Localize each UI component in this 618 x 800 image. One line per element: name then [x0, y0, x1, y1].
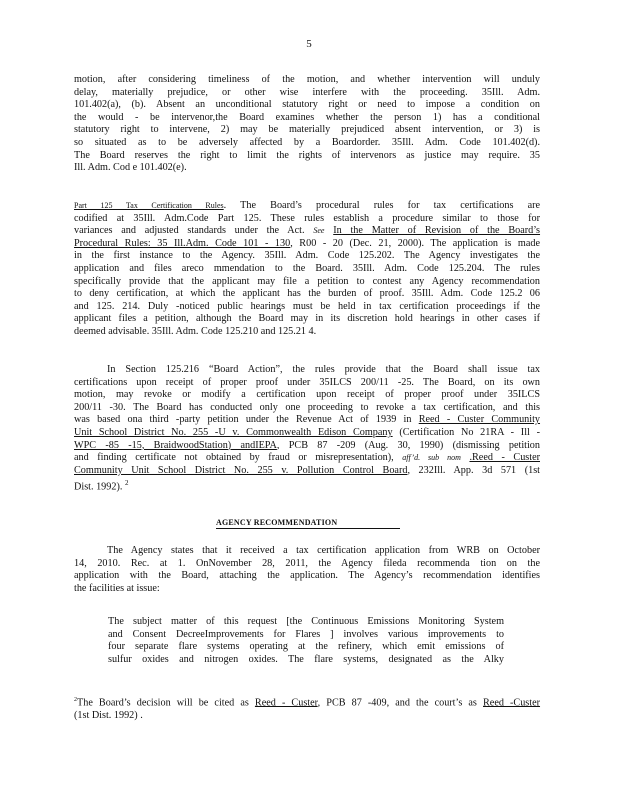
text-line: Procedural Rules: 35 Ill.Adm. Code 101 - 130, R00 - 20 (Dec. 21, 2000). The application is made — [74, 237, 540, 249]
text-line: and finding certificate not obtained by fraud or misrepresentation), aff’d. sub nom .Reed - Custer — [74, 452, 540, 464]
text-line: Community Unit School District No. 255 v. Pollution Control Board, 232Ill. App. 3d 571 (1st — [74, 464, 540, 476]
text-line: The Board reserves the right to limit the rights of intervenors as justice may require. 35 — [74, 149, 540, 161]
text-line: application with the Board, attaching the application. The Agency’s recommendation identifies — [74, 570, 540, 582]
footnote-ref: 2 — [124, 479, 129, 488]
text-line: and Consent DecreeImprovements for Flares ] involves various improvements to — [108, 628, 504, 640]
case-citation: Reed -Custer — [483, 697, 541, 709]
text-line: In Section 125.216 “Board Action”, the rules provide that the Board shall issue tax — [107, 364, 540, 375]
case-citation: WPC -85 -15, BraidwoodStation) andIEPA — [74, 439, 277, 451]
text-line: the would - be intervenor,the Board examines whether the person 1) has a conditional — [74, 111, 540, 123]
text-line: delay, materially prejudice, or other wise interfere with the proceeding. 35Ill. Adm. — [74, 86, 540, 98]
case-citation: Community Unit School District No. 255 v. Pollution Control Board — [74, 464, 408, 476]
text-line: and 125. 214. Duly -noticed public hearings must be held in tax certification proceedings if the — [74, 300, 540, 312]
text-line: WPC -85 -15, BraidwoodStation) andIEPA, PCB 87 -209 (Aug. 30, 1990) (dismissing petition — [74, 439, 540, 451]
paragraph-board-action — [74, 364, 540, 494]
footnote — [74, 694, 540, 723]
text-line: so situated as to be adversely affected by a Boardorder. 35Ill. Adm. Code 101.402(d). — [74, 136, 540, 148]
text-line: Unit School District No. 255 -U v. Commonwealth Edison Company (Certification No 21RA - Ill - — [74, 426, 540, 438]
paragraph-intervention — [74, 74, 540, 175]
text-line: applicant files a petition, although the Board may in its discretion hold hearings in other cases if — [74, 313, 540, 325]
text-line: application and files areco mmendation to the Board. 35Ill. Adm. Code 125.204. The rules — [74, 262, 540, 274]
text-line: motion, may revoke or modify a certification upon receipt of proper proof under 35ILCS — [74, 389, 540, 401]
case-citation: .Reed - Custer — [469, 452, 540, 464]
text-line: The subject matter of this request [the Continuous Emissions Monitoring System — [108, 616, 504, 627]
paragraph-tax-certification-rules — [74, 200, 540, 339]
text-line: variances and adjusted standards under the Act. See In the Matter of Revision of the Board’s — [74, 225, 541, 237]
text-line: The Agency states that it received a tax certification application from WRB on October — [107, 545, 540, 556]
text-line: Part 125 Tax Certification Rules. The Board’s procedural rules for tax certifications are — [74, 200, 541, 211]
case-citation: Reed - Custer — [254, 697, 318, 709]
text-line: 200/11 -30. The Board has conducted only one proceeding to revoke a tax certification, and this — [74, 401, 540, 413]
text-line: was based ona third -party petition under the Revenue Act of 1939 in Reed - Custer Community — [74, 414, 541, 426]
text-line: codified at 35Ill. Adm.Code Part 125. These rules establish a procedure similar to those for — [74, 212, 540, 224]
section-heading: AGENCY RECOMMENDATION — [216, 518, 400, 529]
text-line: statutory right to intervene, 2) may be materially prejudiced absent intervention, or 3) is — [74, 124, 540, 136]
text-line: $^2$The Board’s decision will be cited as Reed - Custer, PCB 87 -409, and the court’s as Reed -Custer — [74, 697, 541, 709]
text-line: (1st Dist. 1992) . — [74, 709, 143, 721]
block-quote — [108, 616, 504, 666]
heading-underline — [216, 528, 400, 529]
text-line: sulfur oxides and nitrogen oxides. The flare systems, designated as the Alky — [108, 653, 504, 665]
text-line: four separate flare systems operating at the refinery, which emit emissions of — [108, 641, 504, 653]
paragraph-agency-statement — [74, 545, 540, 595]
case-citation: Unit School District No. 255 -U v. Commonwealth Edison Company — [74, 426, 393, 438]
text-line: in the first instance to the Agency. 35Ill. Adm. Code 125.202. The Agency investigates the — [74, 250, 540, 262]
footnote-marker: 2 — [74, 697, 77, 703]
text-line: specifically provide that the applicant may file a petition to contest any Agency recommendation — [74, 275, 540, 287]
section-heading-inline: Part 125 Tax Certification Rules — [74, 201, 224, 210]
text-line: certifications upon receipt of proper proof under 35ILCS 200/11 -25. The Board, on its own — [74, 376, 540, 388]
text-line: motion, after considering timeliness of the motion, and whether intervention will unduly — [74, 74, 540, 85]
text-line: Dist. 1992). $^2$ — [74, 479, 129, 493]
text-line: 14, 2010. Rec. at 1. OnNovember 28, 2011, the Agency fileda recommenda tion on the — [74, 557, 540, 569]
case-citation: Procedural Rules: 35 Ill.Adm. Code 101 - 130 — [74, 237, 291, 249]
text-line: to deny certification, at which the applicant has the burden of proof. 35Ill. Adm. Code 125.2 06 — [74, 288, 540, 300]
text-line: deemed advisable. 35Ill. Adm. Code 125.210 and 125.21 4. — [74, 325, 317, 337]
page-number: 5 — [306, 38, 312, 50]
text-line: 101.402(a), (b). Absent an unconditional statutory right or need to impose a condition on — [74, 99, 540, 111]
text-line: the facilities at issue: — [74, 582, 160, 594]
case-citation: Reed - Custer Community — [418, 414, 541, 426]
text-line: Ill. Adm. Cod e 101.402(e). — [74, 162, 187, 174]
case-citation: In the Matter of Revision of the Board’s — [333, 225, 541, 237]
